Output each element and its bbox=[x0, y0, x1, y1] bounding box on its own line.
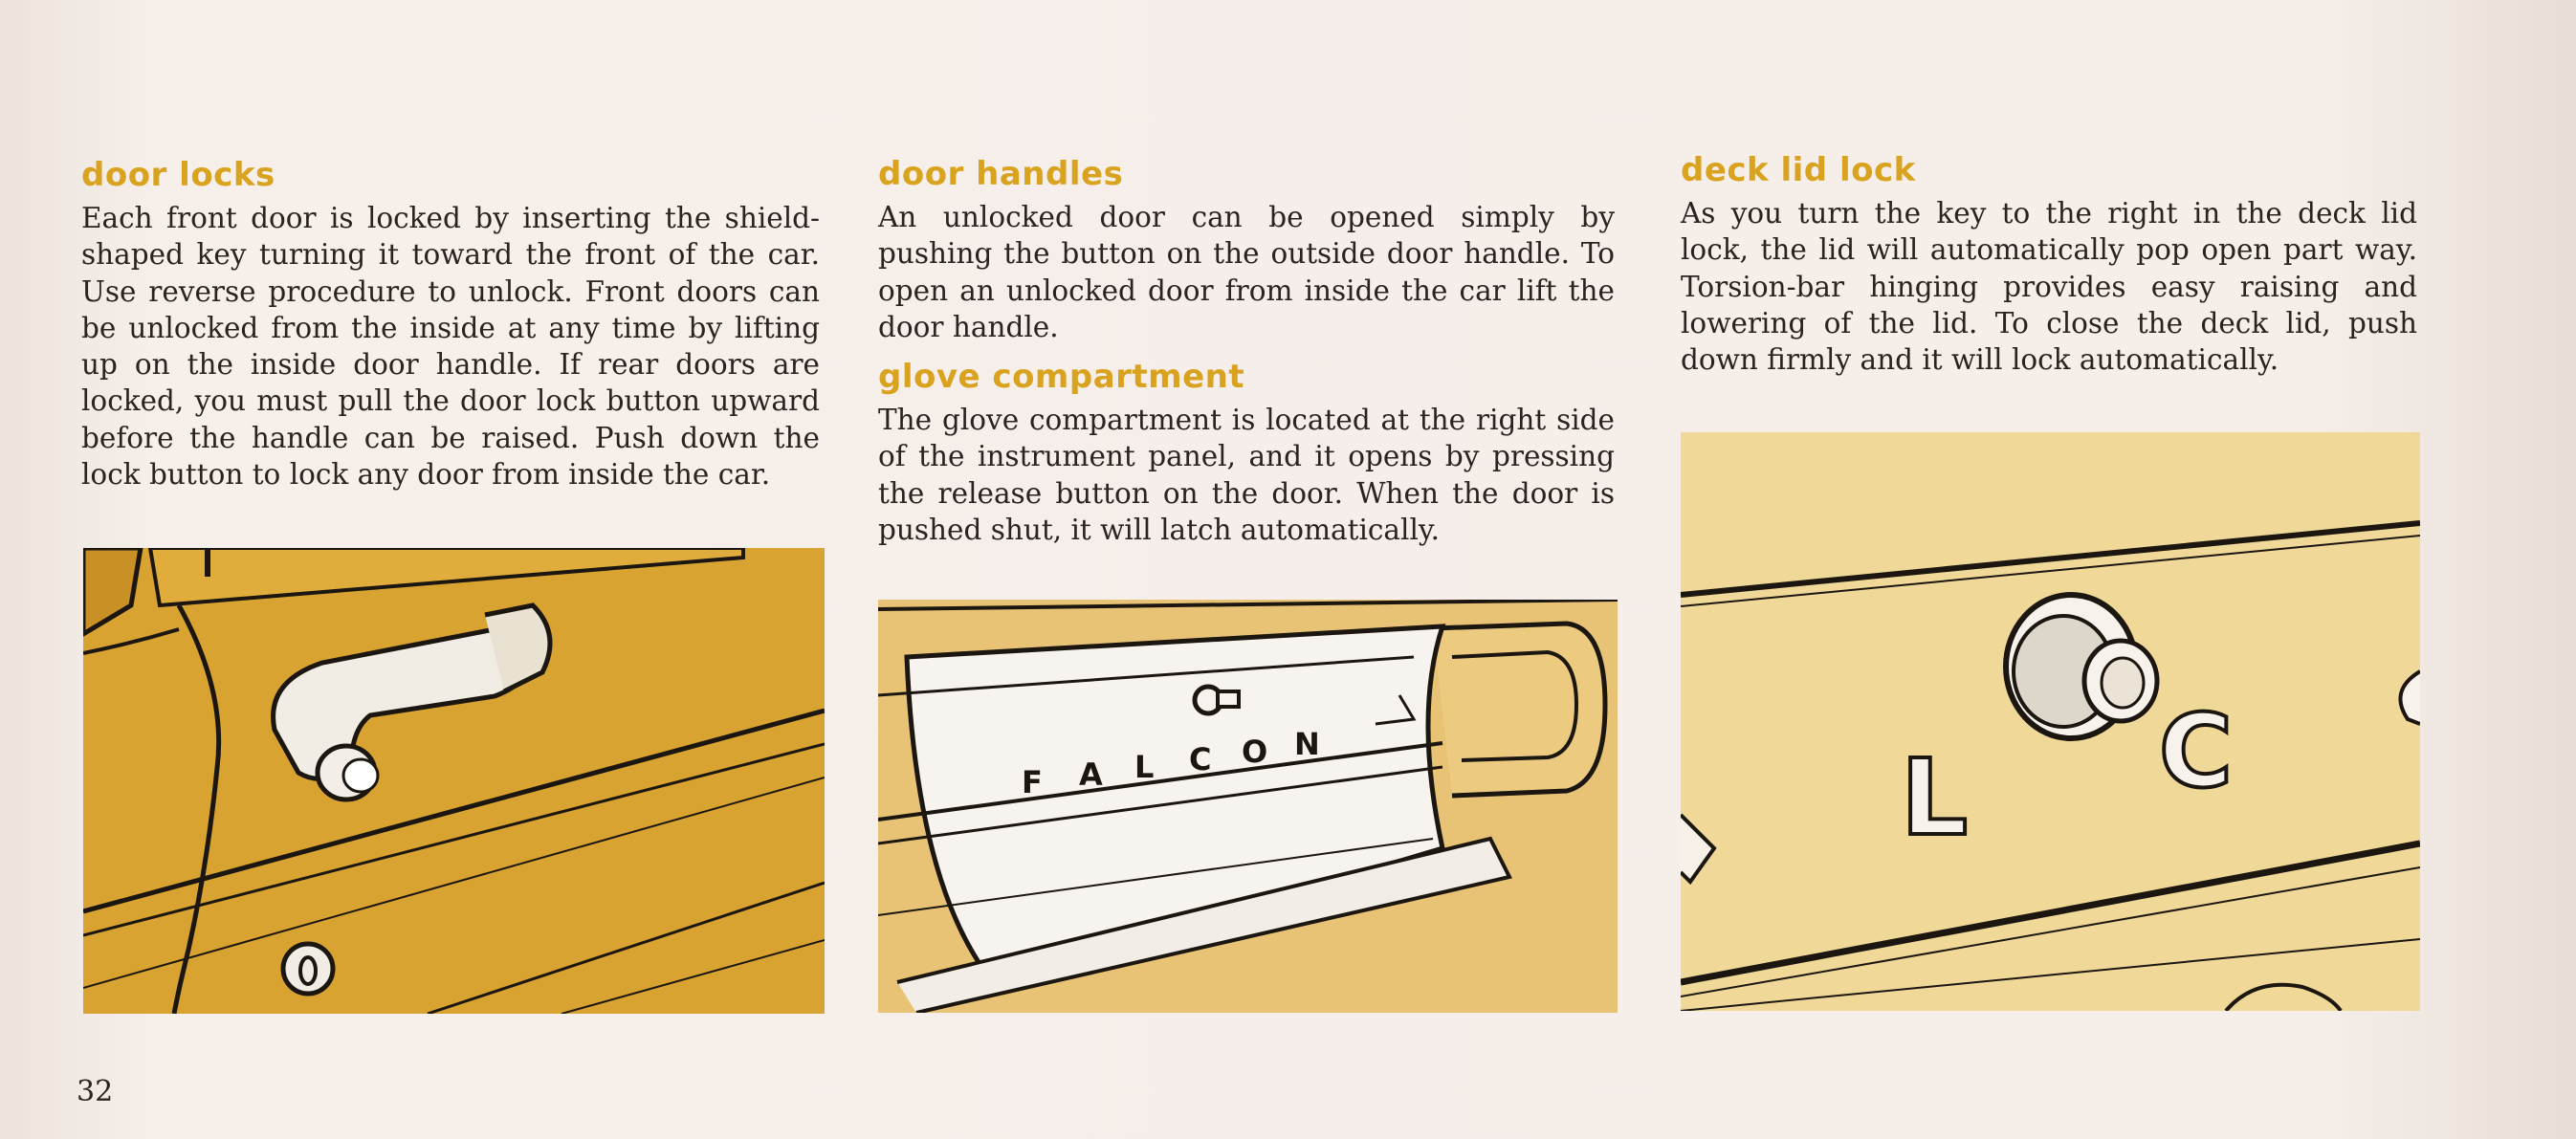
door-handle-illustration bbox=[83, 548, 825, 1014]
door-handles-heading: door handles bbox=[878, 155, 1124, 193]
glove-compartment-heading: glove compartment bbox=[878, 358, 1245, 396]
door-handles-section bbox=[878, 155, 1615, 345]
deck-lid-lock-section bbox=[1681, 151, 2417, 378]
deck-lid-illustration bbox=[1681, 432, 2420, 1011]
deck-emblem-letter-c: C bbox=[2159, 693, 2234, 810]
door-locks-text: Each front door is locked by inserting the shield-shaped key turning it toward the front of the car. Use reverse procedure to unlock. Front doors can be unlocked from the inside at any time by lifting up on the inside door handle. If rear doors are locked, you must pull the door lock button upward before the handle can be raised. Push down the lock button to lock any door from inside the car. bbox=[81, 202, 820, 492]
glove-compartment-text: The glove compartment is located at the right side of the instrument panel, and it opens by pressing the release button on the door. When the door is pushed shut, it will latch automatically. bbox=[878, 404, 1615, 546]
door-handles-text: An unlocked door can be opened simply by pushing the button on the outside door handle. To open an unlocked door from inside the car lift the door handle. bbox=[878, 201, 1615, 343]
glove-compartment-illustration bbox=[878, 600, 1618, 1013]
glove-compartment-section bbox=[878, 358, 1615, 548]
emblem-letter-c: C bbox=[1189, 741, 1212, 778]
door-locks-heading: door locks bbox=[81, 156, 275, 194]
door-locks-section bbox=[81, 156, 820, 493]
deck-lid-lock-text: As you turn the key to the right in the deck lid lock, the lid will automatically pop open part way. Torsion-bar hinging provides easy raising and lowering of the lid. To close the deck lid, push down firmly and it will lock automatically. bbox=[1681, 197, 2417, 377]
emblem-letter-n: N bbox=[1294, 726, 1320, 762]
emblem-letter-l: L bbox=[1134, 749, 1155, 785]
emblem-letter-f: F bbox=[1022, 764, 1043, 800]
emblem-letter-a: A bbox=[1079, 756, 1103, 793]
deck-emblem-letter-l: L bbox=[1901, 736, 1969, 859]
page-number: 32 bbox=[77, 1075, 114, 1108]
deck-lid-lock-heading: deck lid lock bbox=[1681, 151, 1916, 189]
emblem-letter-o: O bbox=[1242, 734, 1268, 770]
